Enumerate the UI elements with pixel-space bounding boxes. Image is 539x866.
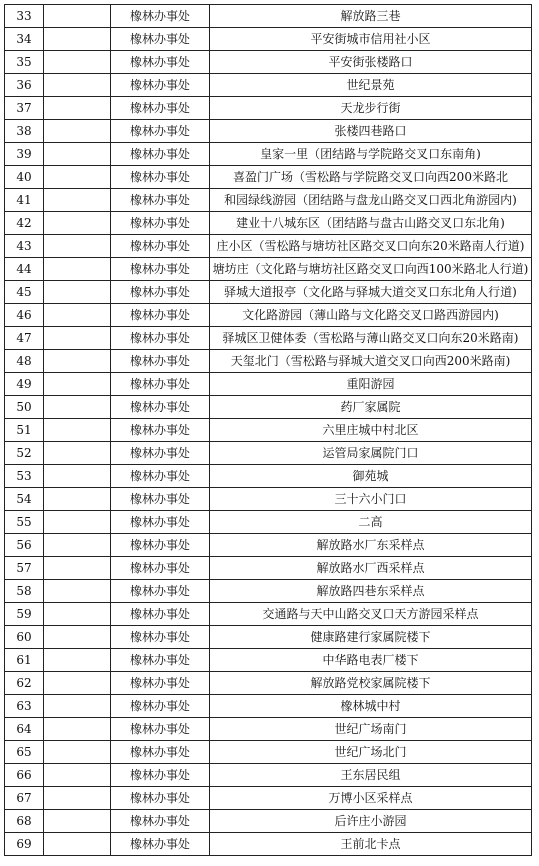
row-number-cell: 52 [5,442,44,465]
blank-cell [44,143,111,166]
table-row [5,350,532,373]
table-row [5,74,532,97]
blank-cell [44,488,111,511]
blank-cell [44,28,111,51]
blank-cell [44,442,111,465]
table-row [5,787,532,810]
row-number-cell: 34 [5,28,44,51]
row-number-cell: 43 [5,235,44,258]
office-cell: 橡林办事处 [111,396,210,419]
table-row [5,580,532,603]
location-cell: 运管局家属院门口 [210,442,532,465]
blank-cell [44,74,111,97]
row-number-cell: 50 [5,396,44,419]
row-number-cell: 66 [5,764,44,787]
location-cell: 天玺北门（雪松路与驿城大道交叉口向西200米路南) [210,350,532,373]
row-number-cell: 55 [5,511,44,534]
office-cell: 橡林办事处 [111,5,210,28]
blank-cell [44,419,111,442]
office-cell: 橡林办事处 [111,327,210,350]
table-row [5,212,532,235]
blank-cell [44,235,111,258]
blank-cell [44,304,111,327]
table-row [5,488,532,511]
blank-cell [44,557,111,580]
office-cell: 橡林办事处 [111,511,210,534]
office-cell: 橡林办事处 [111,810,210,833]
blank-cell [44,580,111,603]
row-number-cell: 37 [5,97,44,120]
blank-cell [44,51,111,74]
table-row [5,143,532,166]
table-row [5,51,532,74]
row-number-cell: 39 [5,143,44,166]
row-number-cell: 67 [5,787,44,810]
location-cell: 解放路党校家属院楼下 [210,672,532,695]
row-number-cell: 54 [5,488,44,511]
row-number-cell: 49 [5,373,44,396]
table-row [5,764,532,787]
table-row [5,304,532,327]
location-cell: 世纪广场南门 [210,718,532,741]
blank-cell [44,465,111,488]
office-cell: 橡林办事处 [111,833,210,856]
office-cell: 橡林办事处 [111,51,210,74]
location-cell: 三十六小门口 [210,488,532,511]
office-cell: 橡林办事处 [111,442,210,465]
blank-cell [44,281,111,304]
table-row [5,810,532,833]
blank-cell [44,787,111,810]
location-cell: 喜盈门广场（雪松路与学院路交叉口向西200米路北 [210,166,532,189]
location-cell: 张楼四巷路口 [210,120,532,143]
blank-cell [44,672,111,695]
office-cell: 橡林办事处 [111,143,210,166]
location-cell: 平安街城市信用社小区 [210,28,532,51]
row-number-cell: 44 [5,258,44,281]
office-cell: 橡林办事处 [111,465,210,488]
row-number-cell: 35 [5,51,44,74]
office-cell: 橡林办事处 [111,212,210,235]
office-cell: 橡林办事处 [111,764,210,787]
office-cell: 橡林办事处 [111,258,210,281]
table-row [5,557,532,580]
location-cell: 后许庄小游园 [210,810,532,833]
table-row [5,396,532,419]
office-cell: 橡林办事处 [111,304,210,327]
row-number-cell: 65 [5,741,44,764]
office-cell: 橡林办事处 [111,419,210,442]
row-number-cell: 53 [5,465,44,488]
office-cell: 橡林办事处 [111,120,210,143]
blank-cell [44,5,111,28]
office-cell: 橡林办事处 [111,787,210,810]
office-cell: 橡林办事处 [111,557,210,580]
blank-cell [44,396,111,419]
blank-cell [44,189,111,212]
row-number-cell: 40 [5,166,44,189]
blank-cell [44,603,111,626]
table-row [5,741,532,764]
location-cell: 重阳游园 [210,373,532,396]
office-cell: 橡林办事处 [111,741,210,764]
table-row [5,649,532,672]
office-cell: 橡林办事处 [111,74,210,97]
location-cell: 万博小区采样点 [210,787,532,810]
office-cell: 橡林办事处 [111,695,210,718]
table-row [5,258,532,281]
row-number-cell: 51 [5,419,44,442]
row-number-cell: 61 [5,649,44,672]
blank-cell [44,373,111,396]
blank-cell [44,212,111,235]
blank-cell [44,120,111,143]
blank-cell [44,718,111,741]
office-cell: 橡林办事处 [111,166,210,189]
location-cell: 药厂家属院 [210,396,532,419]
row-number-cell: 46 [5,304,44,327]
office-cell: 橡林办事处 [111,534,210,557]
blank-cell [44,350,111,373]
location-cell: 解放路四巷东采样点 [210,580,532,603]
row-number-cell: 48 [5,350,44,373]
office-cell: 橡林办事处 [111,649,210,672]
location-cell: 六里庄城中村北区 [210,419,532,442]
location-cell: 橡林城中村 [210,695,532,718]
table-row [5,373,532,396]
location-cell: 庄小区（雪松路与塘坊社区路交叉口向东20米路南人行道) [210,235,532,258]
table-row [5,419,532,442]
blank-cell [44,511,111,534]
location-cell: 和园绿线游园（团结路与盘龙山路交叉口西北角游园内) [210,189,532,212]
row-number-cell: 33 [5,5,44,28]
blank-cell [44,810,111,833]
location-cell: 交通路与天中山路交叉口天方游园采样点 [210,603,532,626]
location-cell: 解放路水厂西采样点 [210,557,532,580]
row-number-cell: 45 [5,281,44,304]
office-cell: 橡林办事处 [111,373,210,396]
table-row [5,327,532,350]
sampling-sites-table [4,4,532,856]
location-cell: 解放路三巷 [210,5,532,28]
blank-cell [44,258,111,281]
location-cell: 文化路游园（薄山路与文化路交叉口路西游园内) [210,304,532,327]
location-cell: 王前北卡点 [210,833,532,856]
office-cell: 橡林办事处 [111,189,210,212]
table-row [5,97,532,120]
location-cell: 平安街张楼路口 [210,51,532,74]
row-number-cell: 41 [5,189,44,212]
office-cell: 橡林办事处 [111,672,210,695]
blank-cell [44,649,111,672]
office-cell: 橡林办事处 [111,580,210,603]
table-row [5,695,532,718]
row-number-cell: 36 [5,74,44,97]
blank-cell [44,327,111,350]
location-cell: 塘坊庄（文化路与塘坊社区路交叉口向西100米路北人行道) [210,258,532,281]
table-row [5,534,532,557]
blank-cell [44,833,111,856]
blank-cell [44,166,111,189]
office-cell: 橡林办事处 [111,281,210,304]
table-body [5,5,532,856]
table-row [5,189,532,212]
office-cell: 橡林办事处 [111,718,210,741]
row-number-cell: 58 [5,580,44,603]
location-cell: 建业十八城东区（团结路与盘古山路交叉口东北角) [210,212,532,235]
office-cell: 橡林办事处 [111,626,210,649]
location-cell: 世纪广场北门 [210,741,532,764]
table-row [5,511,532,534]
row-number-cell: 57 [5,557,44,580]
blank-cell [44,534,111,557]
office-cell: 橡林办事处 [111,603,210,626]
table-row [5,833,532,856]
blank-cell [44,97,111,120]
blank-cell [44,741,111,764]
row-number-cell: 69 [5,833,44,856]
blank-cell [44,764,111,787]
office-cell: 橡林办事处 [111,28,210,51]
location-cell: 王东居民组 [210,764,532,787]
table-row [5,5,532,28]
row-number-cell: 47 [5,327,44,350]
blank-cell [44,695,111,718]
row-number-cell: 42 [5,212,44,235]
location-cell: 皇家一里（团结路与学院路交叉口东南角) [210,143,532,166]
location-cell: 驿城大道报亭（文化路与驿城大道交叉口东北角人行道) [210,281,532,304]
row-number-cell: 62 [5,672,44,695]
table-row [5,603,532,626]
table-row [5,281,532,304]
office-cell: 橡林办事处 [111,488,210,511]
table-row [5,166,532,189]
row-number-cell: 63 [5,695,44,718]
location-cell: 二高 [210,511,532,534]
location-cell: 健康路建行家属院楼下 [210,626,532,649]
blank-cell [44,626,111,649]
table-row [5,120,532,143]
location-cell: 中华路电表厂楼下 [210,649,532,672]
table-row [5,672,532,695]
row-number-cell: 68 [5,810,44,833]
row-number-cell: 38 [5,120,44,143]
location-cell: 驿城区卫健体委（雪松路与薄山路交叉口向东20米路南) [210,327,532,350]
location-cell: 解放路水厂东采样点 [210,534,532,557]
row-number-cell: 60 [5,626,44,649]
table-row [5,718,532,741]
table-row [5,28,532,51]
row-number-cell: 64 [5,718,44,741]
table-row [5,626,532,649]
office-cell: 橡林办事处 [111,350,210,373]
row-number-cell: 56 [5,534,44,557]
location-cell: 世纪景苑 [210,74,532,97]
table-row [5,442,532,465]
office-cell: 橡林办事处 [111,235,210,258]
row-number-cell: 59 [5,603,44,626]
location-cell: 天龙步行街 [210,97,532,120]
table-row [5,235,532,258]
location-cell: 御苑城 [210,465,532,488]
table-row [5,465,532,488]
office-cell: 橡林办事处 [111,97,210,120]
